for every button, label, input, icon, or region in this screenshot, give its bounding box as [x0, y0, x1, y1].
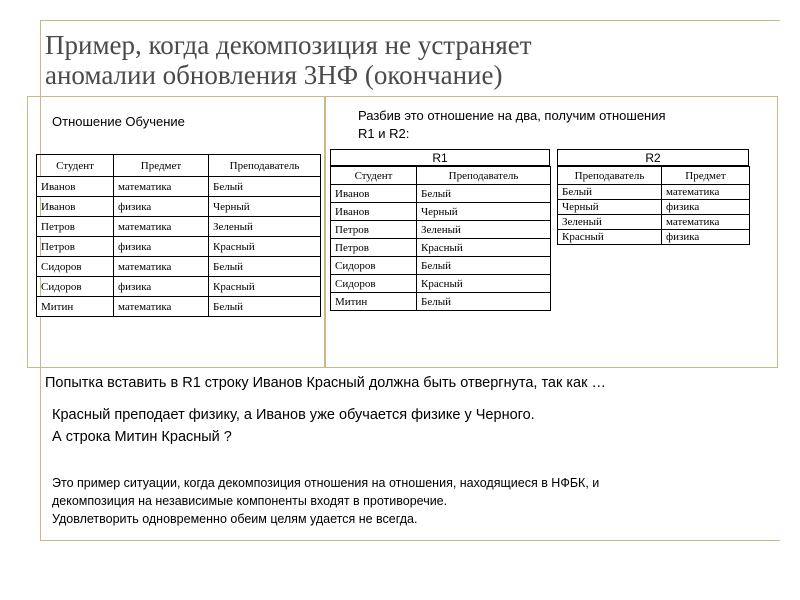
- table-row: [331, 257, 551, 275]
- decomposition-text-1: Разбив это отношение на два, получим отношения: [358, 108, 666, 123]
- table-row: [331, 185, 551, 203]
- table-cell: математика: [114, 257, 209, 277]
- table-cell: Красный: [558, 230, 662, 245]
- table-row: [37, 197, 321, 217]
- table-cell: Иванов: [37, 197, 114, 217]
- table-cell: Иванов: [331, 203, 417, 221]
- table-cell: Черный: [417, 203, 551, 221]
- table-row: [331, 275, 551, 293]
- table-cell: Сидоров: [331, 257, 417, 275]
- table-cell: физика: [114, 237, 209, 257]
- table-row: [558, 185, 750, 200]
- relation-table: [36, 154, 321, 317]
- column-header: Преподаватель: [558, 167, 662, 185]
- table-cell: Петров: [37, 237, 114, 257]
- table-row: [331, 203, 551, 221]
- table-cell: Иванов: [331, 185, 417, 203]
- table-cell: Красный: [209, 277, 321, 297]
- table-cell: физика: [662, 200, 750, 215]
- table-row: [331, 239, 551, 257]
- table-cell: Петров: [37, 217, 114, 237]
- decomposition-text-2: R1 и R2:: [358, 126, 410, 141]
- table-cell: математика: [662, 215, 750, 230]
- table-row: [331, 221, 551, 239]
- table-cell: Сидоров: [37, 257, 114, 277]
- table-cell: Черный: [558, 200, 662, 215]
- bottom-rule: [40, 540, 780, 541]
- column-header: Студент: [37, 155, 114, 177]
- table-cell: Белый: [558, 185, 662, 200]
- table-row: [37, 237, 321, 257]
- relation-label: Отношение Обучение: [52, 114, 185, 129]
- table-cell: Черный: [209, 197, 321, 217]
- table-cell: физика: [114, 197, 209, 217]
- table-cell: Красный: [417, 239, 551, 257]
- table-row: [37, 297, 321, 317]
- title-line-1: Пример, когда декомпозиция не устраняет: [45, 30, 532, 60]
- column-header: Студент: [331, 167, 417, 185]
- table-row: [558, 215, 750, 230]
- column-header: Преподаватель: [417, 167, 551, 185]
- table-cell: Белый: [209, 297, 321, 317]
- table-cell: математика: [114, 217, 209, 237]
- table-cell: Зеленый: [558, 215, 662, 230]
- table-cell: Петров: [331, 239, 417, 257]
- table-row: [37, 177, 321, 197]
- table-cell: математика: [114, 297, 209, 317]
- table-cell: Белый: [209, 177, 321, 197]
- note-text-3: Удовлетворить одновременно обеим целям удается не всегда.: [52, 512, 418, 526]
- table-cell: математика: [662, 185, 750, 200]
- slide-title: [45, 30, 765, 90]
- r2-caption: R2: [557, 149, 749, 166]
- note-text-2: декомпозиция на независимые компоненты входят в противоречие.: [52, 494, 448, 508]
- table-row: [37, 277, 321, 297]
- table-row: [37, 257, 321, 277]
- column-header: Преподаватель: [209, 155, 321, 177]
- table-cell: Белый: [417, 185, 551, 203]
- top-rule: [40, 20, 780, 21]
- table-row: [37, 217, 321, 237]
- table-cell: физика: [114, 277, 209, 297]
- table-row: [331, 293, 551, 311]
- table-cell: Иванов: [37, 177, 114, 197]
- r1-table: [330, 166, 551, 311]
- table-cell: Зеленый: [417, 221, 551, 239]
- table-cell: Митин: [331, 293, 417, 311]
- table-cell: Петров: [331, 221, 417, 239]
- table-cell: Митин: [37, 297, 114, 317]
- table-cell: Красный: [209, 237, 321, 257]
- table-cell: Белый: [417, 293, 551, 311]
- table-cell: Белый: [417, 257, 551, 275]
- reason-text-1: Красный преподает физику, а Иванов уже обучается физике у Черного.: [52, 407, 535, 423]
- table-row: [558, 230, 750, 245]
- insert-attempt-text: Попытка вставить в R1 строку Иванов Красный должна быть отвергнута, так как …: [45, 375, 606, 391]
- column-header: Предмет: [662, 167, 750, 185]
- table-cell: математика: [114, 177, 209, 197]
- table-cell: Сидоров: [37, 277, 114, 297]
- reason-text-2: А строка Митин Красный ?: [52, 429, 232, 445]
- r1-caption: R1: [330, 149, 550, 166]
- table-cell: физика: [662, 230, 750, 245]
- r2-table: [557, 166, 750, 245]
- table-cell: Красный: [417, 275, 551, 293]
- note-text-1: Это пример ситуации, когда декомпозиция отношения на отношения, находящиеся в НФБК, и: [52, 476, 600, 490]
- title-line-2: аномалии обновления 3НФ (окончание): [45, 60, 503, 90]
- table-cell: Зеленый: [209, 217, 321, 237]
- table-cell: Сидоров: [331, 275, 417, 293]
- table-row: [558, 200, 750, 215]
- column-header: Предмет: [114, 155, 209, 177]
- table-cell: Белый: [209, 257, 321, 277]
